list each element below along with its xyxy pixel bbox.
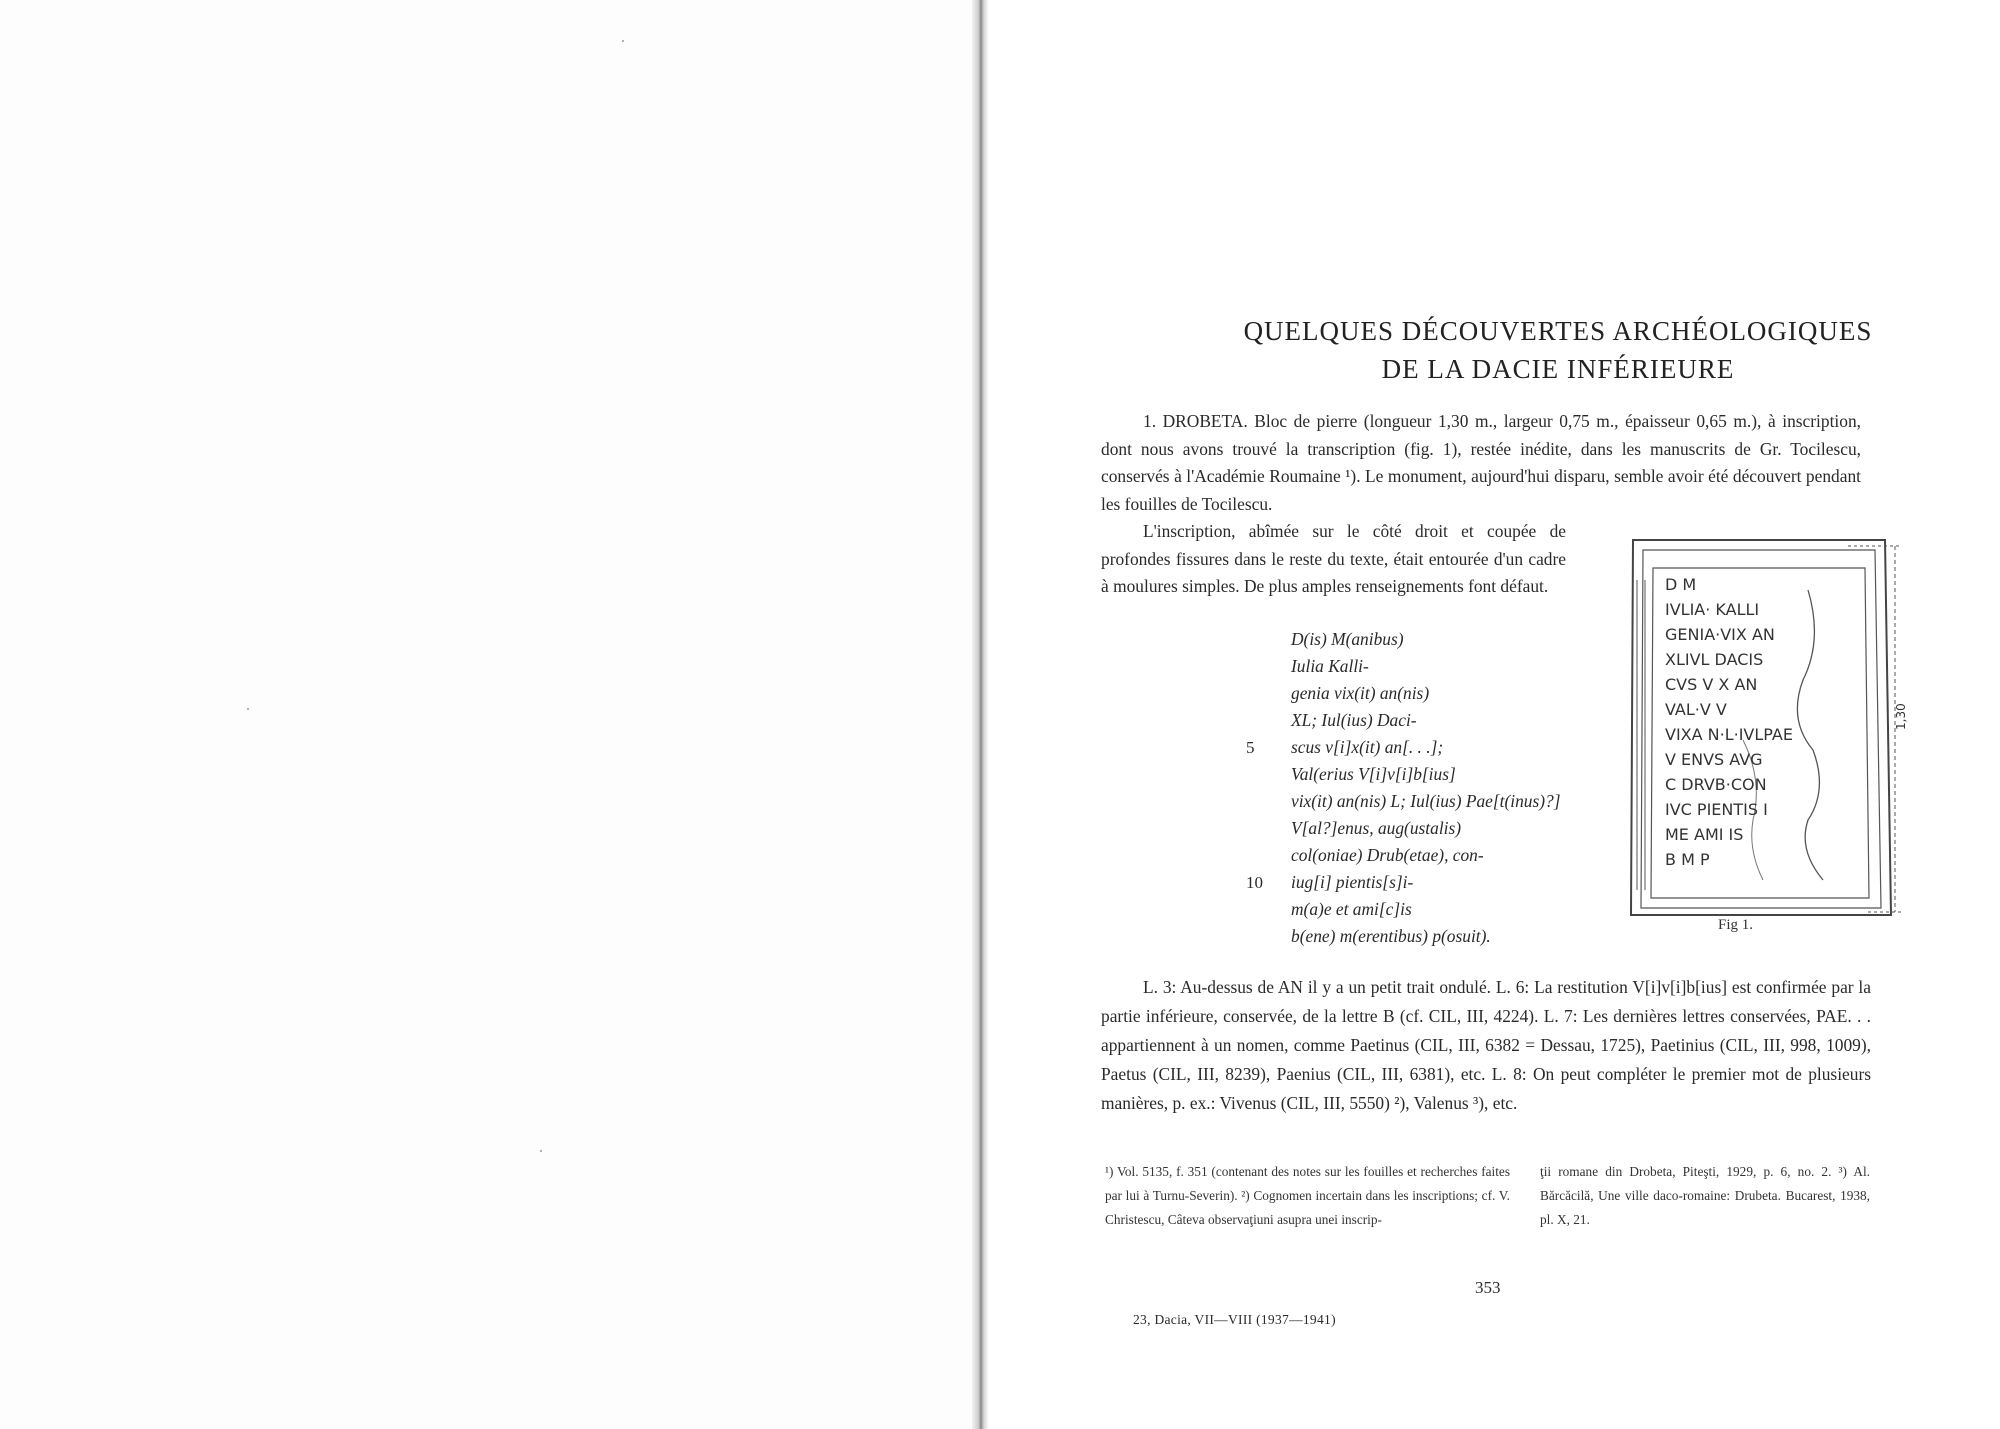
epigraph-text: col(oniae) Drub(etae), con- — [1291, 845, 1484, 865]
epigraph-text: genia vix(it) an(nis) — [1291, 683, 1430, 703]
epigraph-text: b(ene) m(erentibus) p(osuit). — [1291, 926, 1491, 946]
epigraph-line — [1101, 923, 1721, 950]
figure-inscription-line: VAL·V V — [1665, 700, 1727, 719]
epigraph-text: m(a)e et ami[c]is — [1291, 899, 1412, 919]
line-number: 10 — [1246, 873, 1263, 892]
inscription-text-lines — [1665, 575, 1793, 869]
paragraph-drobeta-intro: 1. DROBETA. Bloc de pierre (longueur 1,30 m., largeur 0,75 m., épaisseur 0,65 m.), à inscription, dont nous avons trouvé la transcription (fig. 1), restée inédite, dans les manuscrits de Gr. Tocilescu, conservés à l'Académie Roumaine ¹). Le monument, aujourd'hui disparu, semble avoir été découvert pendant les fouilles de Tocilescu. — [1101, 411, 1861, 514]
figure-inscription-line: B M P — [1665, 850, 1710, 869]
figure-inscription-line: C DRVB·CON — [1665, 775, 1767, 794]
figure-inscription-line: CVS V X AN — [1665, 675, 1758, 694]
figure-inscription-line: XLIVL DACIS — [1665, 650, 1764, 669]
epigraph-text: iug[i] pientis[s]i- — [1291, 872, 1414, 892]
stone-crack — [1797, 590, 1823, 880]
journal-footer: 23, Dacia, VII—VIII (1937—1941) — [1133, 1312, 1336, 1327]
epigraph-text: Iulia Kalli- — [1291, 656, 1369, 676]
epigraph-text: XL; Iul(ius) Daci- — [1291, 710, 1417, 730]
line-number: 5 — [1246, 738, 1255, 757]
epigraph-text: Val(erius V[i]v[i]b[ius] — [1291, 764, 1456, 784]
paragraph-inscription-description: L'inscription, abîmée sur le côté droit et coupée de profondes fissures dans le reste du texte, était entourée d'un cadre à moulures simples. De plus amples renseignements font défaut. — [1101, 521, 1566, 596]
figure-inscription-line: D M — [1665, 575, 1697, 594]
figure-caption: Fig 1. — [1718, 917, 1754, 933]
right-page — [988, 0, 2000, 1429]
paper-speck — [247, 708, 249, 710]
figure-inscription-line: ME AMI IS — [1665, 825, 1744, 844]
epigraph-text: scus v[i]x(it) an[. . .]; — [1291, 737, 1444, 757]
footnotes-left-column: ¹) Vol. 5135, f. 351 (contenant des notes sur les fouilles et recherches faites par lui à Turnu-Severin). ²) Cognomen incertain dans les inscriptions; cf. V. Christescu, Câteva observaţiuni asupra unei inscrip- — [1105, 1164, 1510, 1227]
figure-inscription-line: IVC PIENTIS I — [1665, 800, 1768, 819]
figure-inscription-line: V ENVS AVG — [1665, 750, 1763, 769]
figure-inscription-line: IVLIA· KALLI — [1665, 600, 1760, 619]
footnotes-right-column: ţii romane din Drobeta, Piteşti, 1929, p. 6, no. 2. ³) Al. Bărcăcilă, Une ville daco-romaine: Drubeta. Bucarest, 1938, pl. X, 21. — [1540, 1164, 1870, 1227]
epigraph-text: V[al?]enus, aug(ustalis) — [1291, 818, 1462, 838]
paper-speck — [622, 40, 624, 42]
title-line-1: QUELQUES DÉCOUVERTES ARCHÉOLOGIQUES — [1243, 316, 1873, 346]
inscription-drawing-figure — [1613, 520, 1908, 920]
paragraph-commentary: L. 3: Au-dessus de AN il y a un petit trait ondulé. L. 6: La restitution V[i]v[i]b[ius] est confirmée par la partie inférieure, conservée, de la lettre B (cf. CIL, III, 4224). L. 7: Les dernières lettres conservées, PAE. . . appartiennent à un nomen, comme Paetinus (CIL, III, 6382 = Dessau, 1725), Paetinius (CIL, III, 998, 1009), Paetus (CIL, III, 8239), Paenius (CIL, III, 6381), etc. L. 8: On peut compléter le premier mot de plusieurs manières, p. ex.: Vivenus (CIL, III, 5550) ²), Valenus ³), etc. — [1101, 977, 1871, 1113]
epigraph-text: vix(it) an(nis) L; Iul(ius) Pae[t(inus)?] — [1291, 791, 1561, 811]
figure-inscription-line: GENIA·VIX AN — [1665, 625, 1775, 644]
article-title — [1238, 312, 1878, 388]
dimension-label: 1,30 — [1894, 703, 1908, 730]
epigraph-text: D(is) M(anibus) — [1291, 629, 1404, 649]
page-number: 353 — [1475, 1278, 1501, 1297]
paper-speck — [540, 1150, 542, 1152]
title-line-2: DE LA DACIE INFÉRIEURE — [1381, 354, 1735, 384]
left-page-blank — [0, 0, 972, 1429]
figure-inscription-line: VIXA N·L·IVLPAE — [1665, 725, 1793, 744]
book-gutter — [972, 0, 988, 1429]
